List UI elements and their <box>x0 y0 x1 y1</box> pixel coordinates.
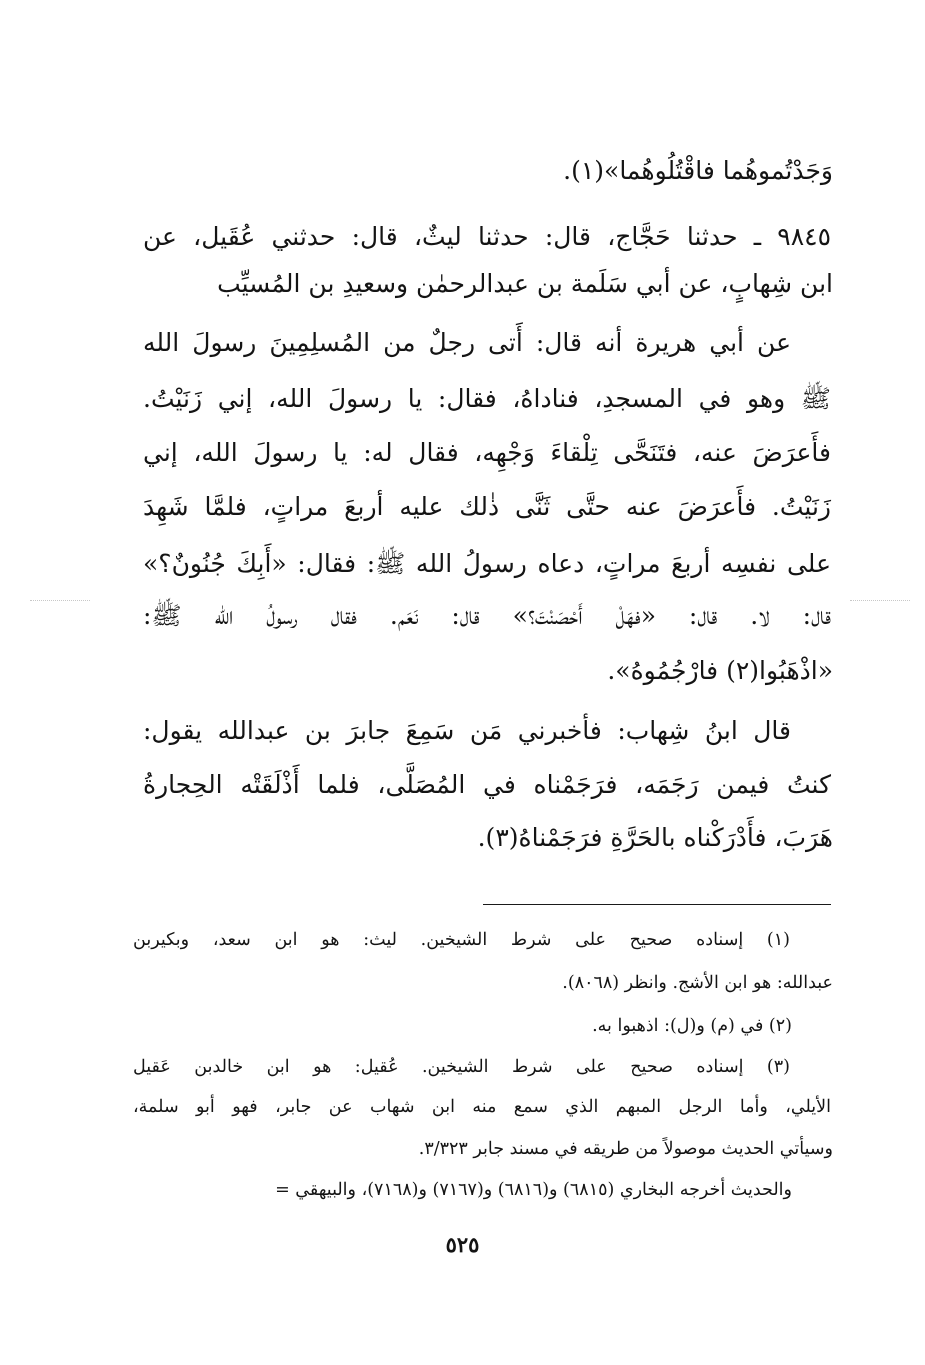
page-number: ٥٢٥ <box>445 1232 480 1257</box>
scan-edge-mark-right <box>850 600 910 601</box>
main-text-line-4: عن أبي هريرة أنه قال: أَتى رجلٌ من المُسلِمِينَ رسولَ الله <box>143 328 791 357</box>
main-text-line-2: ٩٨٤٥ ـ حدثنا حَجَّاج، قال: حدثنا ليثٌ، قال: حدثني عُقَيل، عن <box>143 222 831 251</box>
footnote-line-6: وسيأتي الحديث موصولاً من طريقه في مسند جابر ٣/٣٢٣. <box>418 1139 833 1159</box>
main-text-line-6: فأَعرَضَ عنه، فتَنَحَّى تِلْقاءَ وَجْهِه، فقال له: يا رسولَ الله، إني <box>143 438 831 467</box>
main-text-line-13: هَرَبَ، فأَدْرَكْناه بالحَرَّةِ فرَجَمْناهُ(٣). <box>477 823 833 852</box>
footnote-line-2: عبدالله: هو ابن الأشج. وانظر (٨٠٦٨). <box>562 973 833 993</box>
footnote-line-5: الأيلي، وأما الرجل المبهم الذي سمع منه ابن شهاب عن جابر، فهو أبو سلمة، <box>133 1097 831 1117</box>
main-text-line-7: زَنَيْتُ. فأَعرَضَ عنه حتَّى ثَنَّى ذٰلك عليه أربعَ مراتٍ، فلمَّا شَهِدَ <box>143 492 831 521</box>
footnote-line-4: (٣) إسناده صحيح على شرط الشيخين. عُقيل: هو ابن خالدبن عَقيل <box>133 1057 790 1077</box>
main-text-line-8: على نفسِه أربعَ مراتٍ، دعاه رسولُ الله ﷺ: فقال: «أَبِكَ جُنُونٌ؟» <box>143 549 831 578</box>
main-text-line-9: قال: لا. قال: «فهَلْ أَحْصَنْتَ؟» قال: نَعَم. فقال رسولُ الله ﷺ: <box>143 601 831 630</box>
main-text-line-12: كنتُ فيمن رَجَمَه، فرَجَمْناه في المُصَلَّى، فلما أَذْلَقَتْه الحِجارةُ <box>143 770 831 799</box>
main-text-line-10: «اذْهَبُوا(٢) فارْجُمُوهُ». <box>607 656 833 685</box>
footnote-separator <box>483 904 831 905</box>
footnote-line-7: والحديث أخرجه البخاري (٦٨١٥) و(٦٨١٦) و(٧١٦٧) و(٧١٦٨)، والبيهقي = <box>275 1180 792 1200</box>
main-text-line-1: وَجَدْتُموهُما فاقْتُلُوهُما»(١). <box>563 156 833 185</box>
scan-edge-mark-left <box>30 600 90 601</box>
main-text-line-5: ﷺ وهو في المسجدِ، فناداهُ، فقال: يا رسولَ الله، إني زَنَيْتُ. <box>143 384 831 413</box>
main-text-line-3: ابن شِهابٍ، عن أبي سَلَمة بن عبدالرحمٰن وسعيدِ بن المُسيِّب <box>217 269 833 298</box>
footnote-line-1: (١) إسناده صحيح على شرط الشيخين. ليث: هو ابن سعد، وبكيربن <box>133 930 790 950</box>
footnote-line-3: (٢) في (م) و(ل): اذهبوا به. <box>592 1016 792 1036</box>
main-text-line-11: قال ابنُ شِهاب: فأخبرني مَن سَمِعَ جابرَ بن عبدالله يقول: <box>143 716 791 745</box>
